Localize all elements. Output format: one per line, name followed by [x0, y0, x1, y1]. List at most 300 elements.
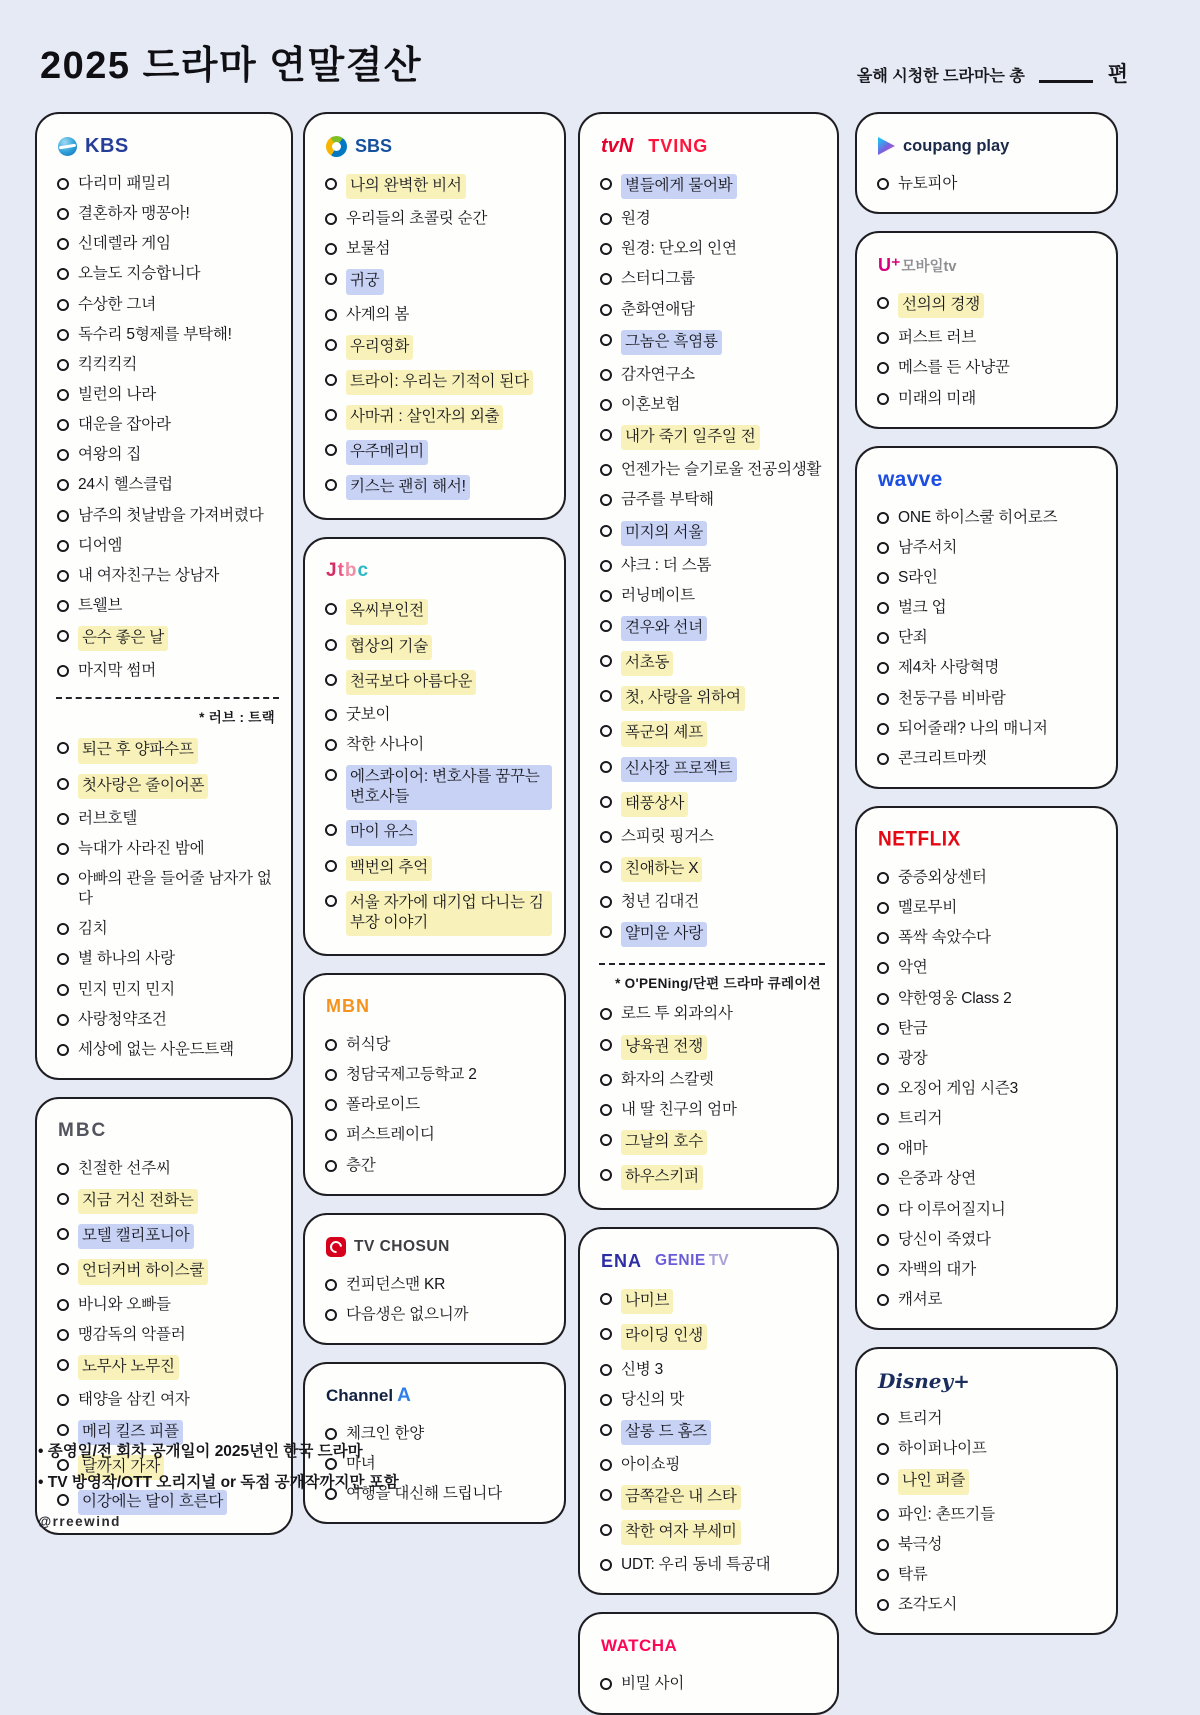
drama-item: [324, 886, 552, 941]
card-uplus: [855, 231, 1118, 429]
disney-logo-text: Disney+: [878, 1369, 970, 1394]
drama-title: 나인 퍼즐: [898, 1469, 969, 1494]
drama-item: [56, 470, 279, 500]
drama-item: [876, 288, 1104, 323]
circle-checkbox: [325, 273, 337, 285]
drama-item: [876, 1464, 1104, 1499]
drama-item: [599, 1284, 825, 1319]
circle-checkbox: [877, 1173, 889, 1185]
circle-checkbox: [877, 1083, 889, 1095]
circle-checkbox: [600, 273, 612, 285]
drama-item: [56, 1320, 279, 1350]
drama-item: [324, 365, 552, 400]
circle-checkbox: [57, 329, 69, 341]
circle-checkbox: [877, 962, 889, 974]
drama-item: [876, 1285, 1104, 1315]
circle-checkbox: [877, 297, 889, 309]
jtbc-logo-text: b: [344, 560, 357, 582]
drama-title: 하이퍼나이프: [898, 1440, 987, 1458]
drama-item: [324, 300, 552, 330]
circle-checkbox: [325, 860, 337, 872]
drama-item: [876, 1134, 1104, 1164]
credit-handle: @rreewind: [38, 1514, 121, 1529]
ena-genie-logo-text: ENA: [601, 1250, 643, 1271]
drama-item: [876, 684, 1104, 714]
drama-item: [599, 716, 825, 751]
circle-checkbox: [325, 739, 337, 751]
drama-title: 빌런의 나라: [78, 385, 156, 403]
watcha-logo: [601, 1634, 825, 1658]
drama-title: 다리미 패밀리: [78, 175, 171, 192]
drama-title: 신병 3: [621, 1360, 664, 1378]
circle-checkbox: [877, 1569, 889, 1581]
drama-item: [876, 1434, 1104, 1464]
drama-title: 탄금: [898, 1019, 928, 1037]
drama-title: 메리 킬즈 피플: [78, 1420, 183, 1445]
drama-title: 은중과 상연: [898, 1170, 976, 1188]
drama-item: [876, 503, 1104, 533]
drama-title: 우리영화: [346, 335, 413, 360]
drama-title: 별 하나의 사랑: [78, 950, 175, 968]
drama-item: [599, 787, 825, 822]
drama-title: 여왕의 집: [78, 446, 142, 464]
drama-title: 천둥구름 비바람: [898, 689, 1006, 707]
uplus-logo: [878, 253, 1104, 277]
tvn-tving-logo-text: TVING: [648, 135, 709, 156]
drama-item: [876, 1014, 1104, 1044]
circle-checkbox: [877, 753, 889, 765]
circle-checkbox: [600, 1008, 612, 1020]
mbn-logo: [326, 995, 552, 1019]
drama-item: [56, 229, 279, 259]
circle-checkbox: [57, 778, 69, 790]
drama-title: 아빠의 관을 들어줄 남자가 없다: [78, 869, 272, 908]
drama-title: 마이 유스: [346, 820, 417, 845]
circle-checkbox: [325, 674, 337, 686]
circle-checkbox: [600, 1134, 612, 1146]
circle-checkbox: [600, 1074, 612, 1086]
drama-item: [324, 730, 552, 760]
card-ena-genie: [578, 1227, 839, 1595]
drama-item: [876, 893, 1104, 923]
drama-title: 층간: [346, 1156, 376, 1174]
circle-checkbox: [57, 1044, 69, 1056]
coupang-logo: [878, 134, 1104, 158]
drama-item: [56, 380, 279, 410]
drama-item: [876, 353, 1104, 383]
channela-logo: [326, 1384, 552, 1408]
drama-title: 별들에게 물어봐: [621, 174, 737, 199]
card-netflix: [855, 806, 1118, 1330]
circle-checkbox: [57, 479, 69, 491]
drama-title: 샤크 : 더 스톰: [621, 556, 712, 574]
kbs-globe-icon: [58, 137, 77, 156]
circle-checkbox: [877, 178, 889, 190]
drama-title: 중증외상센터: [898, 868, 987, 886]
drama-item: [599, 234, 825, 264]
card-sbs: [303, 112, 566, 520]
drama-item: [56, 1219, 279, 1254]
circle-checkbox: [325, 409, 337, 421]
circle-checkbox: [325, 213, 337, 225]
circle-checkbox: [57, 1014, 69, 1026]
drama-item: [56, 1350, 279, 1385]
drama-item: [599, 1450, 825, 1480]
circle-checkbox: [600, 690, 612, 702]
drama-item: [56, 769, 279, 804]
drama-item: [599, 887, 825, 917]
circle-checkbox: [325, 824, 337, 836]
drama-title: 콘크리트마켓: [898, 749, 987, 767]
drama-item: [599, 917, 825, 952]
drama-title: 민지 민지 민지: [78, 980, 175, 998]
drama-title: 스피릿 핑거스: [621, 827, 714, 845]
drama-item: [56, 834, 279, 864]
drama-item: [324, 665, 552, 700]
drama-title: 착한 사나이: [346, 735, 424, 753]
channela-logo-text: A: [397, 1384, 411, 1406]
circle-checkbox: [600, 831, 612, 843]
circle-checkbox: [325, 1160, 337, 1172]
circle-checkbox: [877, 1473, 889, 1485]
drama-item: [56, 199, 279, 229]
drama-title: 체크인 한양: [346, 1424, 424, 1442]
circle-checkbox: [325, 639, 337, 651]
drama-title: 굿보이: [346, 705, 391, 723]
sbs-circle-icon: [326, 136, 347, 157]
drama-title: 오징어 게임 시즌3: [898, 1079, 1019, 1097]
card-mbn: [303, 973, 566, 1196]
drama-item: [876, 593, 1104, 623]
drama-title: 청년 김대건: [621, 893, 699, 911]
drama-item: [876, 714, 1104, 744]
drama-title: 신사장 프로젝트: [621, 757, 737, 782]
drama-title: 악연: [898, 959, 928, 977]
circle-checkbox: [57, 389, 69, 401]
drama-title: 서울 자가에 대기업 다니는 김 부장 이야기: [346, 891, 552, 936]
circle-checkbox: [877, 332, 889, 344]
drama-title: 미지의 서울: [621, 521, 707, 546]
drama-item: [324, 630, 552, 665]
circle-checkbox: [877, 542, 889, 554]
circle-checkbox: [325, 479, 337, 491]
circle-checkbox: [325, 709, 337, 721]
circle-checkbox: [57, 570, 69, 582]
circle-checkbox: [325, 1039, 337, 1051]
drama-title: 로드 투 외과의사: [621, 1005, 733, 1023]
drama-title: 태풍상사: [621, 792, 688, 817]
drama-title: 얄미운 사랑: [621, 922, 707, 947]
drama-item: [876, 563, 1104, 593]
drama-title: 세상에 없는 사운드트랙: [78, 1040, 234, 1058]
drama-title: 사마귀 : 살인자의 외출: [346, 405, 503, 430]
circle-checkbox: [600, 525, 612, 537]
circle-checkbox: [877, 572, 889, 584]
drama-title: 24시 헬스클럽: [78, 476, 173, 494]
uplus-logo-text: 모바일tv: [901, 258, 957, 275]
circle-checkbox: [325, 309, 337, 321]
drama-title: 달까지 가자: [78, 1455, 164, 1480]
drama-title: 언더커버 하이스쿨: [78, 1259, 208, 1284]
wavve-logo-text: wavve: [878, 467, 943, 491]
counter-label: 올해 시청한 드라마는 총: [856, 68, 1025, 85]
drama-title: 파인: 촌뜨기들: [898, 1505, 995, 1523]
drama-item: [599, 169, 825, 204]
circle-checkbox: [877, 1113, 889, 1125]
drama-item: [599, 485, 825, 515]
circle-checkbox: [600, 429, 612, 441]
circle-checkbox: [600, 1678, 612, 1690]
drama-item: [599, 999, 825, 1029]
card-watcha: [578, 1612, 839, 1714]
circle-checkbox: [877, 393, 889, 405]
circle-checkbox: [57, 510, 69, 522]
circle-checkbox: [600, 1559, 612, 1571]
drama-item: [876, 1074, 1104, 1104]
ena-genie-logo: [601, 1249, 825, 1273]
drama-title: 라이딩 인생: [621, 1324, 707, 1349]
circle-checkbox: [57, 873, 69, 885]
section-label: * O'PENing/단편 드라마 큐레이션: [615, 976, 821, 992]
drama-item: [324, 234, 552, 264]
circle-checkbox: [600, 1169, 612, 1181]
drama-item: [599, 1160, 825, 1195]
card-coupang: [855, 112, 1118, 214]
drama-item: [56, 440, 279, 470]
drama-title: 다음생은 없으니까: [346, 1305, 469, 1323]
circle-checkbox: [600, 1364, 612, 1376]
drama-item: [56, 410, 279, 440]
drama-title: 수상한 그녀: [78, 295, 156, 313]
circle-checkbox: [600, 761, 612, 773]
circle-checkbox: [877, 1264, 889, 1276]
drama-title: 킥킥킥킥: [78, 355, 138, 373]
drama-item: [324, 204, 552, 234]
netflix-logo: [878, 828, 1104, 852]
disney-logo: [878, 1369, 1104, 1393]
drama-title: 폭군의 셰프: [621, 721, 707, 746]
circle-checkbox: [877, 1053, 889, 1065]
drama-title: 맹감독의 악플러: [78, 1325, 186, 1343]
drama-title: 디어엠: [78, 536, 123, 554]
drama-title: 러브호텔: [78, 809, 138, 827]
drama-item: [599, 1515, 825, 1550]
drama-item: [876, 384, 1104, 414]
circle-checkbox: [57, 1299, 69, 1311]
drama-item: [599, 1550, 825, 1580]
drama-title: 당신이 죽였다: [898, 1230, 991, 1248]
drama-title: 착한 여자 부세미: [621, 1520, 741, 1545]
drama-title: 북극성: [898, 1535, 943, 1553]
drama-title: 선의의 경쟁: [898, 293, 984, 318]
circle-checkbox: [600, 178, 612, 190]
circle-checkbox: [57, 268, 69, 280]
drama-title: 퇴근 후 양파수프: [78, 738, 198, 763]
drama-item: [599, 390, 825, 420]
drama-title: 퍼스트레이디: [346, 1126, 435, 1144]
drama-title: 오늘도 지승합니다: [78, 265, 201, 283]
drama-title: 허식당: [346, 1035, 391, 1053]
drama-title: 폭싹 속았수다: [898, 929, 991, 947]
circle-checkbox: [877, 1023, 889, 1035]
circle-checkbox: [600, 796, 612, 808]
circle-checkbox: [57, 1424, 69, 1436]
circle-checkbox: [57, 953, 69, 965]
drama-item: [324, 1151, 552, 1181]
drama-title: 결혼하자 맹꽁아!: [78, 205, 190, 223]
drama-title: 나미브: [621, 1289, 673, 1314]
drama-item: [876, 1530, 1104, 1560]
drama-title: 보물섬: [346, 240, 391, 258]
drama-item: [876, 1590, 1104, 1620]
circle-checkbox: [325, 374, 337, 386]
drama-item: [876, 1404, 1104, 1434]
drama-title: 우주메리미: [346, 440, 428, 465]
drama-item: [599, 1319, 825, 1354]
drama-title: 백번의 추억: [346, 856, 432, 881]
drama-title: 하우스키퍼: [621, 1165, 703, 1190]
page-title: 2025 드라마 연말결산: [40, 45, 423, 87]
card-wavve: [855, 446, 1118, 789]
circle-checkbox: [877, 993, 889, 1005]
drama-item: [324, 435, 552, 470]
drama-title: 사랑청약조건: [78, 1010, 167, 1028]
circle-checkbox: [877, 662, 889, 674]
drama-title: 다 이루어질지니: [898, 1200, 1006, 1218]
watcha-logo-text: WATCHA: [601, 1636, 678, 1656]
drama-item: [56, 259, 279, 289]
drama-title: 트리거: [898, 1410, 943, 1428]
sbs-logo: [326, 134, 552, 158]
drama-item: [599, 1030, 825, 1065]
circle-checkbox: [600, 1459, 612, 1471]
tvn-tving-logo: [601, 134, 825, 158]
drama-title: 당신의 맛: [621, 1390, 685, 1408]
drama-item: [876, 953, 1104, 983]
drama-item: [56, 914, 279, 944]
drama-item: [599, 1480, 825, 1515]
drama-item: [324, 169, 552, 204]
circle-checkbox: [325, 339, 337, 351]
drama-title: 내가 죽기 일주일 전: [621, 425, 760, 450]
dashed-line: [56, 697, 279, 699]
circle-checkbox: [877, 723, 889, 735]
drama-title: 트웰브: [78, 596, 123, 614]
drama-item: [56, 944, 279, 974]
drama-title: 언젠가는 슬기로울 전공의생활: [621, 461, 822, 479]
card-column: [578, 112, 839, 1715]
circle-checkbox: [877, 1234, 889, 1246]
circle-checkbox: [600, 1104, 612, 1116]
circle-checkbox: [57, 923, 69, 935]
circle-checkbox: [600, 1328, 612, 1340]
circle-checkbox: [57, 813, 69, 825]
drama-title: S라인: [898, 568, 938, 586]
drama-title: 미래의 미래: [898, 389, 976, 407]
drama-item: [599, 1125, 825, 1160]
drama-item: [599, 752, 825, 787]
drama-item: [876, 1500, 1104, 1530]
drama-item: [324, 700, 552, 730]
drama-item: [876, 323, 1104, 353]
drama-title: 뉴토피아: [898, 175, 958, 192]
drama-item: [599, 1095, 825, 1125]
coupang-logo-text: coupang play: [903, 136, 1010, 155]
drama-item: [56, 320, 279, 350]
drama-item: [599, 420, 825, 455]
card-column: [35, 112, 293, 1535]
circle-checkbox: [325, 1309, 337, 1321]
drama-title: 그놈은 흑염룡: [621, 330, 722, 355]
circle-checkbox: [57, 299, 69, 311]
drama-item: [599, 822, 825, 852]
drama-title: 메스를 든 사냥꾼: [898, 359, 1010, 377]
counter-unit: 편: [1107, 63, 1128, 86]
circle-checkbox: [877, 1443, 889, 1455]
circle-checkbox: [57, 1228, 69, 1240]
circle-checkbox: [600, 334, 612, 346]
drama-item: [324, 815, 552, 850]
circle-checkbox: [325, 1099, 337, 1111]
drama-item: [324, 1030, 552, 1060]
drama-item: [56, 531, 279, 561]
drama-item: [56, 1254, 279, 1289]
circle-checkbox: [877, 602, 889, 614]
circle-checkbox: [57, 630, 69, 642]
wavve-logo: [878, 468, 1104, 492]
mbn-logo-text: MBN: [326, 996, 370, 1017]
drama-title: 지금 거신 전화는: [78, 1189, 198, 1214]
circle-checkbox: [600, 369, 612, 381]
drama-item: [876, 1104, 1104, 1134]
card-disney: [855, 1347, 1118, 1635]
drama-item: [876, 1560, 1104, 1590]
circle-checkbox: [325, 243, 337, 255]
drama-item: [876, 653, 1104, 683]
circle-checkbox: [877, 1294, 889, 1306]
drama-title: 천국보다 아름다운: [346, 670, 476, 695]
card-column: [855, 112, 1118, 1635]
drama-item: [324, 470, 552, 505]
drama-title: 첫사랑은 줄이어폰: [78, 774, 208, 799]
drama-item: [599, 1385, 825, 1415]
channela-logo-text: Channel: [326, 1385, 394, 1405]
kbs-logo-text: KBS: [85, 134, 129, 157]
circle-checkbox: [600, 1424, 612, 1436]
drama-item: [56, 501, 279, 531]
circle-checkbox: [325, 1129, 337, 1141]
drama-title: 조각도시: [898, 1595, 958, 1613]
drama-item: [324, 400, 552, 435]
circle-checkbox: [877, 1539, 889, 1551]
drama-item: [599, 264, 825, 294]
netflix-logo-text: NETFLIX: [878, 827, 961, 852]
drama-title: 이혼보험: [621, 395, 681, 413]
drama-title: 우리들의 초콜릿 순간: [346, 210, 488, 228]
drama-title: 감자연구소: [621, 365, 695, 383]
footer-notes: [38, 1436, 399, 1529]
drama-item: [876, 1164, 1104, 1194]
drama-title: 광장: [898, 1049, 928, 1067]
circle-checkbox: [600, 620, 612, 632]
circle-checkbox: [57, 1394, 69, 1406]
drama-item: [56, 804, 279, 834]
drama-title: 금쪽같은 내 스타: [621, 1485, 741, 1510]
drama-title: 트라이: 우리는 기적이 된다: [346, 370, 533, 395]
drama-title: 그날의 호수: [621, 1130, 707, 1155]
drama-item: [56, 1290, 279, 1320]
circle-checkbox: [600, 304, 612, 316]
